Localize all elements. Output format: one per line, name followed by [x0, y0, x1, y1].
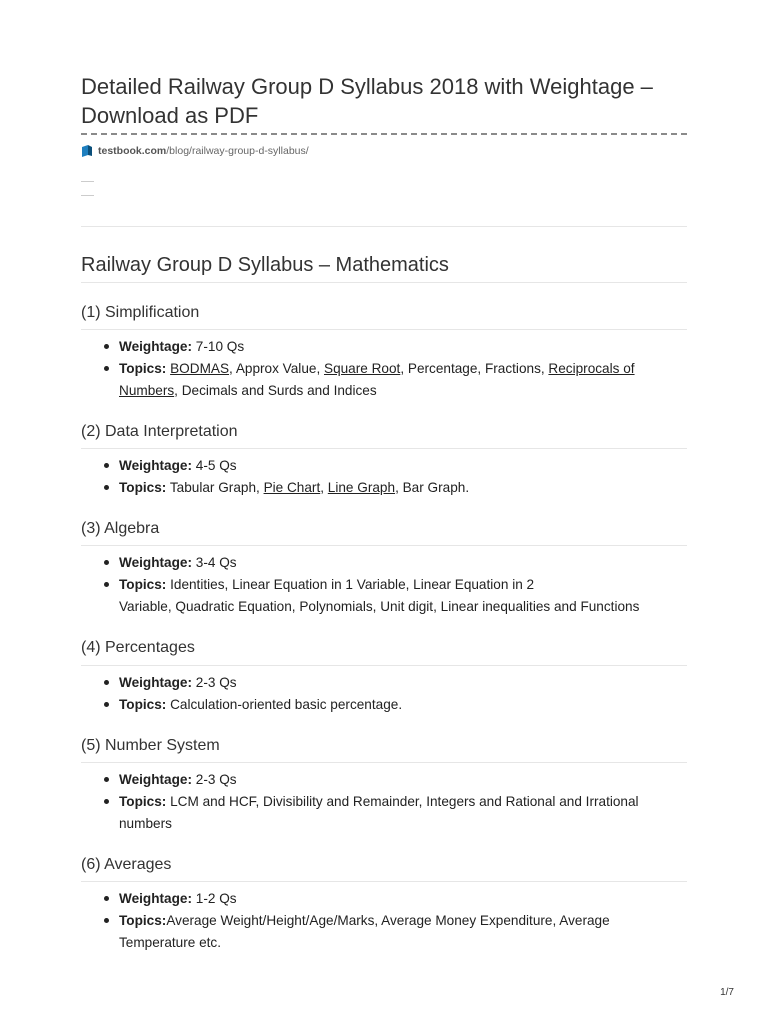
weightage-value: 4-5 Qs	[195, 458, 237, 473]
page-number: 1/7	[720, 987, 734, 998]
list-simplification	[81, 336, 687, 402]
source-domain[interactable]: testbook.com	[98, 145, 167, 157]
divider	[81, 448, 687, 449]
divider	[81, 329, 687, 330]
weightage-value: 7-10 Qs	[195, 339, 245, 354]
weightage-label: Weightage:	[119, 555, 193, 570]
page-title	[81, 72, 687, 130]
list-item-weightage	[81, 336, 687, 358]
topics-label: Topics:	[119, 480, 167, 495]
list-item-weightage	[81, 455, 687, 477]
placeholder-dash-2	[81, 195, 94, 196]
link-square-root[interactable]: Square Root	[324, 361, 401, 376]
topics-label: Topics:	[119, 697, 167, 712]
subsection-title-simplification: (1) Simplification	[81, 304, 200, 321]
list-data-interpretation	[81, 455, 687, 499]
list-number-system	[81, 769, 687, 835]
list-item-weightage	[81, 769, 687, 791]
bullet-icon	[104, 680, 109, 685]
bullet-icon	[104, 918, 109, 923]
topics-text: , Decimals and Surds and Indices	[174, 383, 377, 398]
topics-label: Topics:	[119, 577, 167, 592]
weightage-label: Weightage:	[119, 675, 193, 690]
weightage-label: Weightage:	[119, 339, 193, 354]
weightage-value: 2-3 Qs	[195, 675, 237, 690]
subsection-title-averages: (6) Averages	[81, 856, 172, 873]
topics-text: , Approx Value,	[229, 361, 324, 376]
list-percentages	[81, 672, 687, 716]
bullet-icon	[104, 799, 109, 804]
topics-text: numbers	[119, 816, 172, 831]
source-path[interactable]: /blog/railway-group-d-syllabus/	[166, 145, 309, 157]
placeholder-dash-1	[81, 181, 94, 182]
weightage-value: 1-2 Qs	[195, 891, 237, 906]
link-line-graph[interactable]: Line Graph	[327, 480, 396, 495]
topics-text: ,	[320, 480, 328, 495]
divider	[81, 762, 687, 763]
link-pie-chart[interactable]: Pie Chart	[263, 480, 321, 495]
link-bodmas[interactable]: BODMAS	[170, 361, 230, 376]
weightage-value: 3-4 Qs	[195, 555, 237, 570]
bullet-icon	[104, 344, 109, 349]
divider	[81, 665, 687, 666]
page-title-line-2: Download as PDF	[81, 103, 259, 128]
subsection-title-percentages: (4) Percentages	[81, 639, 195, 656]
topics-text: Average Weight/Height/Age/Marks, Average Money Expenditure, Average	[166, 913, 610, 928]
list-item-topics	[81, 358, 687, 402]
topics-label: Topics:	[119, 794, 167, 809]
weightage-label: Weightage:	[119, 891, 193, 906]
topics-label: Topics:	[119, 913, 167, 928]
bullet-icon	[104, 777, 109, 782]
list-item-weightage	[81, 672, 687, 694]
list-averages	[81, 888, 687, 954]
topics-label: Topics:	[119, 361, 167, 376]
topics-text: Variable, Quadratic Equation, Polynomials, Unit digit, Linear inequalities and Functions	[119, 599, 640, 614]
bullet-icon	[104, 560, 109, 565]
list-item-weightage	[81, 888, 687, 910]
bullet-icon	[104, 896, 109, 901]
weightage-label: Weightage:	[119, 772, 193, 787]
topics-text: Temperature etc.	[119, 935, 221, 950]
subsection-title-number-system: (5) Number System	[81, 737, 220, 754]
bullet-icon	[104, 582, 109, 587]
section-title: Railway Group D Syllabus – Mathematics	[81, 254, 449, 276]
divider	[81, 545, 687, 546]
title-dashed-divider	[81, 133, 687, 135]
list-item-topics	[81, 477, 687, 499]
list-item-topics	[81, 574, 687, 618]
weightage-value: 2-3 Qs	[195, 772, 237, 787]
bullet-icon	[104, 366, 109, 371]
list-item-topics	[81, 910, 687, 954]
topics-text: Identities, Linear Equation in 1 Variable, Linear Equation in 2	[166, 577, 535, 592]
divider	[81, 282, 687, 283]
testbook-logo-icon	[81, 145, 93, 157]
list-item-topics	[81, 791, 687, 835]
bullet-icon	[104, 702, 109, 707]
bullet-icon	[104, 463, 109, 468]
divider	[81, 881, 687, 882]
subsection-title-data-interpretation: (2) Data Interpretation	[81, 423, 238, 440]
topics-text: Tabular Graph,	[166, 480, 264, 495]
divider	[81, 226, 687, 227]
link-reciprocals-of-numbers-cont[interactable]: Numbers	[119, 383, 175, 398]
topics-text: , Bar Graph.	[395, 480, 470, 495]
list-item-weightage	[81, 552, 687, 574]
subsection-title-algebra: (3) Algebra	[81, 520, 160, 537]
link-reciprocals-of-numbers[interactable]: Reciprocals of	[548, 361, 635, 376]
page-title-line-1: Detailed Railway Group D Syllabus 2018 with Weightage –	[81, 74, 653, 99]
bullet-icon	[104, 485, 109, 490]
weightage-label: Weightage:	[119, 458, 193, 473]
topics-text: , Percentage, Fractions,	[400, 361, 549, 376]
topics-text: LCM and HCF, Divisibility and Remainder, Integers and Rational and Irrational	[166, 794, 639, 809]
source-url[interactable]	[81, 143, 309, 159]
topics-text: Calculation-oriented basic percentage.	[166, 697, 403, 712]
list-algebra	[81, 552, 687, 618]
list-item-topics	[81, 694, 687, 716]
